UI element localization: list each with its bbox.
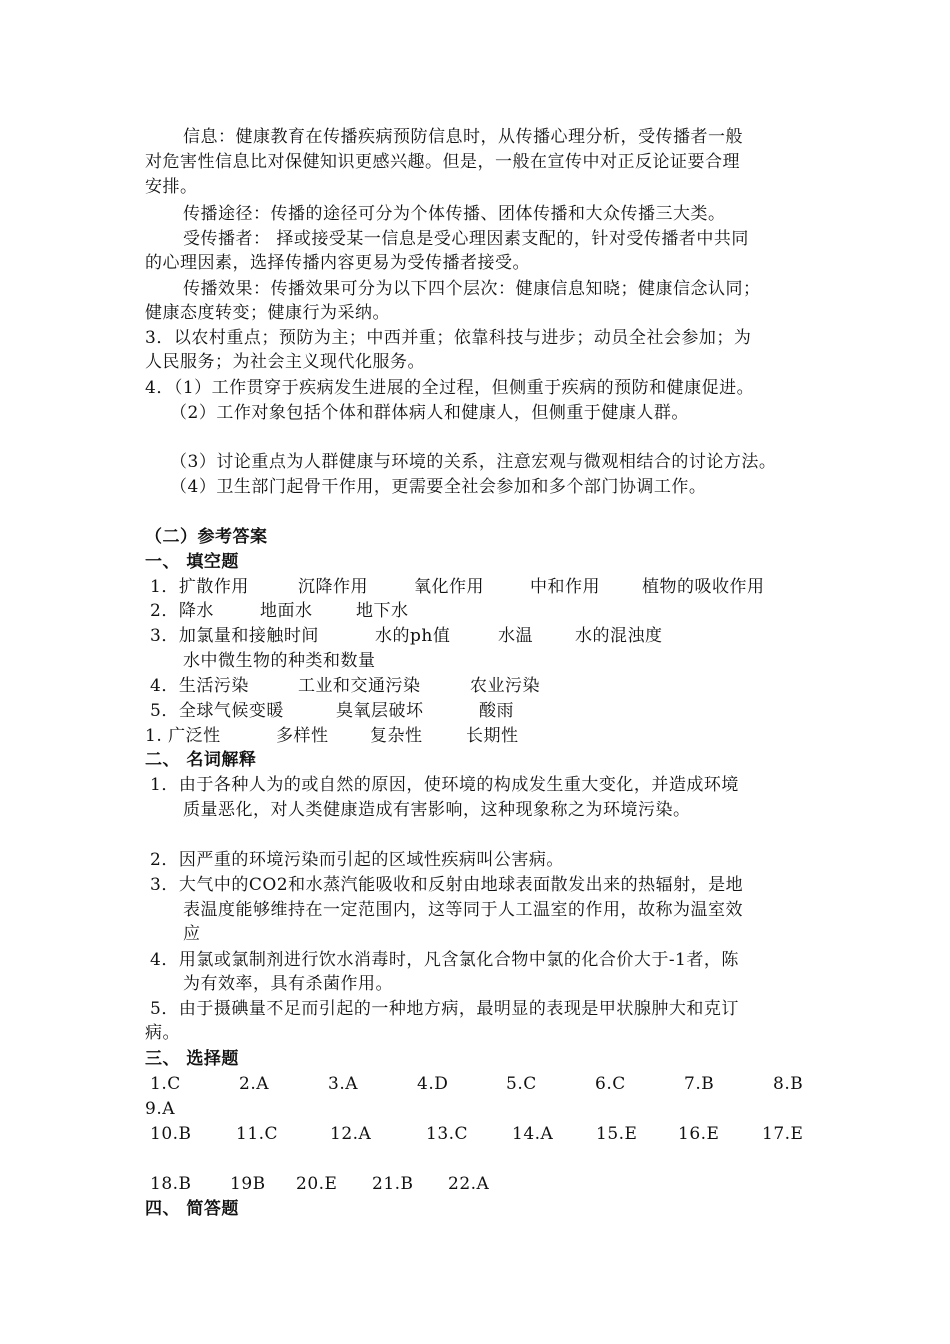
term-3-line3: 应 — [183, 924, 201, 944]
fill-1-a: 1．扩散作用 — [150, 577, 249, 597]
fill-5-c: 酸雨 — [479, 701, 514, 721]
choice-5: 5.C — [506, 1074, 537, 1094]
fill-item-2 — [150, 599, 830, 624]
para-4-2: （2）工作对象包括个体和群体病人和健康人，但侧重于健康人群。 — [170, 403, 689, 423]
fill-6-d: 长期性 — [466, 726, 519, 746]
choice-9: 9.A — [145, 1099, 175, 1119]
para-receiver-line1: 受传播者： 择或接受某一信息是受心理因素支配的，针对受传播者中共同 — [183, 229, 749, 249]
choice-21: 21.B — [372, 1174, 414, 1194]
para-receiver-line2: 的心理因素，选择传播内容更易为受传播者接受。 — [145, 253, 530, 273]
fill-5-b: 臭氧层破坏 — [336, 701, 424, 721]
para-3-line2: 人民服务；为社会主义现代化服务。 — [145, 352, 425, 372]
choice-4: 4.D — [417, 1074, 449, 1094]
term-4-line1: 4．用氯或氯制剂进行饮水消毒时，凡含氯化合物中氯的化合价大于-1者，陈 — [150, 950, 739, 970]
fill-1-c: 氧化作用 — [414, 577, 484, 597]
fill-3-d: 水的混浊度 — [575, 626, 663, 646]
choice-18: 18.B — [150, 1174, 192, 1194]
para-4-4: （4）卫生部门起骨干作用，更需要全社会参加和多个部门协调工作。 — [170, 477, 707, 497]
choice-row-1 — [150, 1072, 830, 1097]
fill-3-b: 水的ph值 — [375, 626, 451, 646]
para-channel: 传播途径：传播的途径可分为个体传播、团体传播和大众传播三大类。 — [183, 204, 726, 224]
fill-item-3-cont: 水中微生物的种类和数量 — [183, 651, 376, 671]
choice-2: 2.A — [239, 1074, 269, 1094]
term-3-line1: 3．大气中的CO2和水蒸汽能吸收和反射由地球表面散发出来的热辐射，是地 — [150, 875, 744, 895]
choice-20: 20.E — [296, 1174, 338, 1194]
term-4-line2: 为有效率，具有杀菌作用。 — [183, 974, 393, 994]
choice-8: 8.B — [773, 1074, 804, 1094]
heading-fill-blank: 一、 填空题 — [145, 552, 239, 572]
fill-4-c: 农业污染 — [470, 676, 540, 696]
para-4-1: 4．（1）工作贯穿于疾病发生进展的全过程，但侧重于疾病的预防和健康促进。 — [145, 378, 755, 398]
heading-terms: 二、 名词解释 — [145, 750, 257, 770]
para-info-line3: 安排。 — [145, 177, 198, 197]
para-4-3: （3）讨论重点为人群健康与环境的关系，注意宏观与微观相结合的讨论方法。 — [170, 452, 777, 472]
fill-5-a: 5．全球气候变暖 — [150, 701, 284, 721]
fill-6-c: 复杂性 — [370, 726, 423, 746]
term-3-line2: 表温度能够维持在一定范围内，这等同于人工温室的作用，故称为温室效 — [183, 900, 743, 920]
section-title: （二）参考答案 — [145, 527, 268, 547]
choice-17: 17.E — [762, 1124, 804, 1144]
fill-item-5 — [150, 699, 830, 724]
choice-16: 16.E — [678, 1124, 720, 1144]
fill-6-b: 多样性 — [276, 726, 329, 746]
choice-row-2 — [150, 1122, 830, 1147]
fill-2-c: 地下水 — [356, 601, 409, 621]
choice-22: 22.A — [448, 1174, 490, 1194]
para-effect-line2: 健康态度转变；健康行为采纳。 — [145, 303, 390, 323]
term-1-line2: 质量恶化，对人类健康造成有害影响，这种现象称之为环境污染。 — [183, 800, 691, 820]
heading-short-answer: 四、 简答题 — [145, 1199, 239, 1219]
choice-7: 7.B — [684, 1074, 715, 1094]
fill-1-b: 沉降作用 — [298, 577, 368, 597]
para-effect-line1: 传播效果：传播效果可分为以下四个层次：健康信息知晓；健康信念认同； — [183, 279, 761, 299]
choice-13: 13.C — [426, 1124, 469, 1144]
term-5-line2: 病。 — [145, 1023, 180, 1043]
choice-19: 19B — [230, 1174, 266, 1194]
para-3-line1: 3．以农村重点；预防为主；中西并重；依靠科技与进步；动员全社会参加；为 — [145, 328, 752, 348]
fill-1-d: 中和作用 — [530, 577, 600, 597]
choice-1: 1.C — [150, 1074, 181, 1094]
term-2: 2．因严重的环境污染而引起的区域性疾病叫公害病。 — [150, 850, 564, 870]
fill-3-c: 水温 — [498, 626, 533, 646]
choice-15: 15.E — [596, 1124, 638, 1144]
para-info-line1: 信息：健康教育在传播疾病预防信息时，从传播心理分析，受传播者一般 — [183, 127, 743, 147]
choice-14: 14.A — [512, 1124, 554, 1144]
fill-item-4 — [150, 674, 830, 699]
fill-item-6 — [145, 724, 825, 749]
para-info-line2: 对危害性信息比对保健知识更感兴趣。但是，一般在宣传中对正反论证要合理 — [145, 152, 740, 172]
heading-choice: 三、 选择题 — [145, 1049, 239, 1069]
choice-11: 11.C — [236, 1124, 279, 1144]
choice-3: 3.A — [328, 1074, 358, 1094]
term-1-line1: 1．由于各种人为的或自然的原因，使环境的构成发生重大变化，并造成环境 — [150, 775, 739, 795]
fill-3-a: 3．加氯量和接触时间 — [150, 626, 319, 646]
choice-12: 12.A — [330, 1124, 372, 1144]
fill-item-3 — [150, 624, 830, 649]
fill-2-a: 2．降水 — [150, 601, 214, 621]
choice-10: 10.B — [150, 1124, 192, 1144]
fill-2-b: 地面水 — [260, 601, 313, 621]
term-5-line1: 5．由于摄碘量不足而引起的一种地方病，最明显的表现是甲状腺肿大和克订 — [150, 999, 739, 1019]
fill-4-b: 工业和交通污染 — [298, 676, 421, 696]
fill-1-e: 植物的吸收作用 — [642, 577, 765, 597]
choice-6: 6.C — [595, 1074, 626, 1094]
fill-4-a: 4．生活污染 — [150, 676, 249, 696]
fill-item-1 — [150, 575, 830, 600]
fill-6-a: 1. 广泛性 — [145, 726, 221, 746]
choice-row-3 — [150, 1172, 830, 1197]
